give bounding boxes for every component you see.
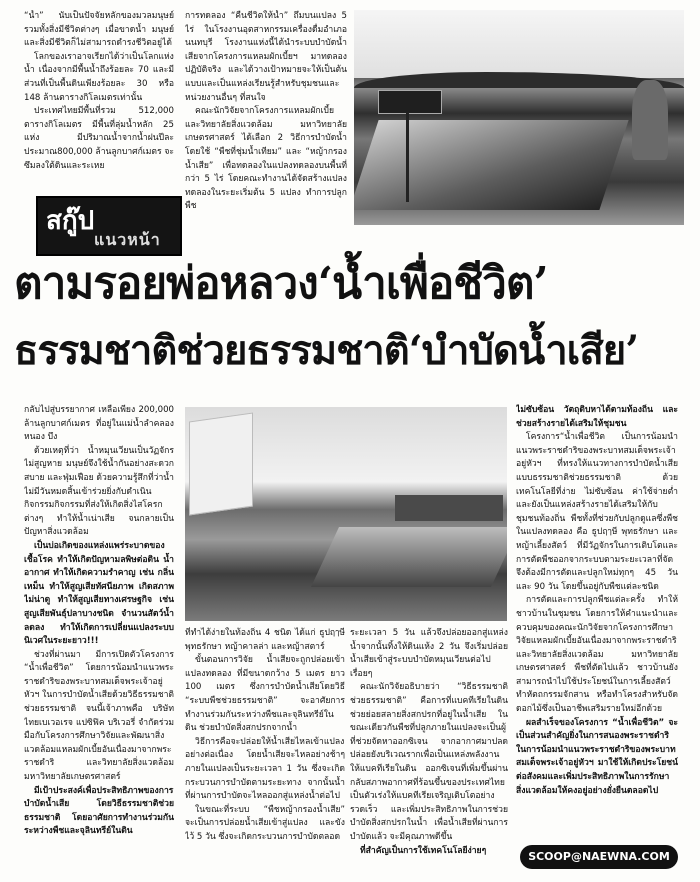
water-plot (311, 527, 507, 587)
bottom-column-1 (24, 404, 174, 874)
paragraph: โครงการ“น้ำเพื่อชีวิต เป็นการน้อมนำแนวพระราชดำริของพระบาทสมเด็จพระเจ้าอยู่หัวฯ ที่ทรงให้แนวทางการบำบัดน้ำเสียแบบธรรมชาติช่วยธรรมชาติ ด้วยเทคโนโลยีที่ง่าย ไม่ซับซ้อน ค่าใช้จ่ายต่ำ และยังเป็นแหล่งสร้างรายได้เสริมให้กับชุมชนท้องถิ่น พืชทั้งที่ช่วยกับปลูกดูแลซึ่งพืชในแปลงทดลอง คือ ธูปฤๅษี พุทธรักษา และหญ้าเลี้ยงสัตว์ ที่มีวัฏจักรในการเติบโตและการตัดพืชออกจากระบบตามระยะเวลาที่จัดจึงต้องมีการตัดและปลูกใหม่ทุกๆ 45 วัน และ 90 วัน โดยขึ้นอยู่กับพืชแต่ละชนิด (516, 432, 678, 592)
top-column-1 (24, 10, 174, 192)
paragraph: “น้ำ” นับเป็นปัจจัยหลักของมวลมนุษย์ รวมทั้งสิ่งมีชีวิตต่างๆ เมื่อขาดน้ำ มนุษย์และสิ่งมีชีวิตก็ไม่สามารถดำรงชีวิตอยู่ได้ (24, 11, 174, 49)
paragraph: ในขณะที่ระบบ “พืชหญ้ากรองน้ำเสีย” จะเป็นการปล่อยน้ำเสียเข้าสู่แปลง และขังไว้ 5 วัน ซึ่งจะเกิดกระบวนการบำบัดตลอด (185, 804, 345, 842)
headline-line-1 (14, 248, 694, 318)
paragraph: ขั้นตอนการวิจัย น้ำเสียจะถูกปล่อยเข้าแปลงทดลอง ที่มีขนาดกว้าง 5 เมตร ยาว 100 เมตร ซึ่งการบำบัดน้ำเสียโดยวิธี “ระบบพืชช่วยธรรมชาติ” จะอาศัยการทำงานร่วมกันระหว่างพืชและจุลินทรีย์ในดิน ช่วยบำบัดสิ่งสกปรกจากน้ำ (185, 655, 345, 734)
paragraph: ที่ทำได้ง่ายในท้องถิ่น 4 ชนิด ได้แก่ ธูปฤๅษี พุทธรักษา หญ้าคาลล่า และหญ้าสตาร์ (185, 628, 345, 652)
photo-pond-worker (354, 10, 684, 225)
worker-figure (632, 80, 668, 160)
top-column-2 (185, 10, 347, 242)
paragraph: กลับไปสู่บรรยากาศ เหลือเพียง 200,000 ล้านลูกบาศก์เมตร ที่อยู่ในแม่น้ำลำคลอง หนอง บึง (24, 405, 174, 443)
paragraph: การทดลอง “คืนชีวิตให้น้ำ” ถึ่มบนแปลง 5 ไร่ ในโรงงานอุตสาหกรรมเครื่องดื่มอำเภอนนทบุรี โรงงานแห่งนี้ได้นำระบบบำบัดน้ำเสียจากโครงการแหลมผักเบี้ยฯ มาทดลองปฏิบัติจริง และได้วางเป้าหมายจะให้เป็นต้นแบบและเป็นแหล่งเรียนรู้สำหรับชุมชนและหน่วยงานอื่นๆ ที่สนใจ (185, 11, 347, 103)
paragraph-bold: ไม่ซับซ้อน วัตถุดิบหาได้ตามท้องถิ่น และช่วยสร้างรายได้เสริมให้ชุมชน (516, 405, 678, 429)
paragraph: โลกของเราอาจเรียกได้ว่าเป็นโลกแห่งน้ำ เนื่องจากมีพื้นน้ำถึงร้อยละ 70 และมีส่วนที่เป็นพื้นดินเพียงร้อยละ 30 หรือ 148 ล้านตารางกิโลเมตรเท่านั้น (24, 51, 174, 103)
headline-2-plain: ธรรมชาติช่วยธรรมชาติ (14, 328, 409, 374)
bottom-column-4 (516, 404, 678, 840)
headline-2-quoted: ‘บำบัดน้ำเสีย’ (408, 327, 639, 374)
paragraph: ช่วงที่ผ่านมา มีการเปิดตัวโครงการ “น้ำเพื่อชีวิต” โดยการน้อมนำแนวพระราชดำริของพระบาทสมเด็จพระเจ้าอยู่หัวฯ ในการบำบัดน้ำเสียด้วยวิธีธรรมชาติช่วยธรรมชาติ จนนี้เจ้าภาพคือ บริษัท ไทยเบเวอเรจ แปซิฟิค บริเวอรี่ จำกัดร่วมมือกับโครงการศึกษาวิจัยและพัฒนาสิ่งแวดล้อมแหลมผักเบี้ยอันเนื่องมาจากพระราชดำริ และวิทยาลัยสิ่งแวดล้อม มหาวิทยาลัยเกษตรศาสตร์ (24, 649, 174, 783)
paragraph: ประเทศไทยมีพื้นที่รวม 512,000 ตารางกิโลเมตร มีพื้นที่ลุ่มน้ำหลัก 25 แห่ง มีปริมาณน้ำจากน้ำฝนปีละประมาณ800,000 ล้านลูกบาศก์เมตร จะซึมลงใต้ดินและระเหย (24, 106, 174, 171)
paragraph-bold: มีเป้าประสงค์เพื่อประสิทธิภาพของการบำบัดน้ำเสีย โดยวิธีธรรมชาติช่วยธรรมชาติ โดยอาศัยการทำงานร่วมกันระหว่างพืชและจุลินทรีย์ในดิน (24, 785, 174, 837)
paragraph-bold: ผลสำเร็จของโครงการ “น้ำเพื่อชีวิต” จะเป็นส่วนสำคัญยิ่งในการสนองพระราชดำริในการน้อมนำแนวพระราชดำริของพระบาทสมเด็จพระเจ้าอยู่หัวฯ มาใช้ให้เกิดประโยชน์ต่อสังคมและเพิ่มประสิทธิภาพในการรักษาสิ่งแวดล้อมให้คงอยู่อย่างยั่งยืนตลอดไป (516, 717, 678, 796)
paragraph: คณะนักวิจัยจากโครงการแหลมผักเบี้ยและวิทยาลัยสิ่งแวดล้อม มหาวิทยาลัยเกษตรศาสตร์ ได้เลือก 2 วิธีการบำบัดน้ำ โดยใช้ “พืชที่ชุ่มน้ำเทียม” และ “หญ้ากรองน้ำเสีย” เพื่อทดลองในแปลงทดลองบนพื้นที่กว่า 5 ไร่ โดยคณะทำงานได้จัดสร้างแปลงทดลองในระยะเริ่มต้น 5 แปลง ทำการปลูกพืช (185, 106, 347, 212)
bottom-column-3 (350, 627, 508, 873)
paragraph-bold: เป็นบ่อเกิดของแหล่งแพร่ระบาดของเชื้อโรค ทำให้เกิดปัญหามลพิษต่อดิน น้ำ อากาศ ทำให้เกิดความรำคาญ เช่น กลิ่นเหม็น ทำให้สูญเสียทัศนียภาพ เกิดสภาพไม่น่าดู ทำให้สูญเสียทางเศรษฐกิจ เช่น สูญเสียพันธุ์ปลาบางชนิด จำนวนสัตว์น้ำลดลง ทำให้เกิดการเปลี่ยนแปลงระบบนิเวศในระยะยาว!!! (24, 540, 174, 647)
paragraph: คณะนักวิจัยอธิบายว่า “วิธีธรรมชาติช่วยธรรมชาติ” คือการที่แบคทีเรียในดินช่วยย่อยสลายสิ่งสกปรกที่อยู่ในน้ำเสีย ในขณะเดียวกันพืชที่ปลูกภายในแปลงจะเป็นผู้ที่ช่วยจัดหาออกซิเจน จากอากาศมาปลดปล่อยยังบริเวณรากเพื่อเป็นแหล่งพลังงานให้แบคทีเรียในดิน ออกซิเจนที่เพิ่มขึ้นผ่านกลับสภาพอากาศที่ร้อนขึ้นของประเทศไทยเป็นตัวเร่งให้แบคทีเรียเจริญเติบโตอย่างรวดเร็ว และเพิ่มประสิทธิภาพในการช่วยบำบัดสิ่งสกปรกในน้ำ เพื่อน้ำเสียที่ผ่านการบำบัดแล้ว จะมีคุณภาพดีขึ้น (350, 682, 508, 842)
bottom-column-2 (185, 627, 345, 873)
headline-1-plain: ตามรอยพ่อหลวง (14, 258, 318, 309)
paragraph: การตัดและการปลูกพืชแต่ละครั้ง ทำให้ชาวบ้านในชุมชน โดยการให้คำแนะนำและควบคุมของคณะนักวิจัยจากโครงการศึกษาวิจัยแหลมผักเบี้ยอันเนื่องมาจากพระราชดำริ และวิทยาลัยสิ่งแวดล้อม มหาวิทยาลัยเกษตรศาสตร์ พืชที่ตัดไปแล้ว ชาวบ้านยังสามารถนำไปใช้ประโยชน์ในการเลี้ยงสัตว์ทำหัตถกรรมจักสาน หรือทำโครงสำหรับจัดดอกไม้ซึ่งเป็นอาชีพเสริมรายใหม่อีกด้วย (516, 595, 678, 715)
banner-flag (189, 413, 253, 516)
scoop-logo (36, 196, 182, 256)
paragraph: ระยะเวลา 5 วัน แล้วจึงปล่อยออกสู่แหล่งน้ำจากนั้นทิ้งให้ดินแห้ง 2 วัน จึงเริ่มปล่อยน้ำเสียเข้าสู่ระบบบำบัดหมุนเวียนต่อไปเรื่อยๆ (350, 628, 508, 679)
paragraph: วิธีการคือจะปล่อยให้น้ำเสียไหลเข้าแปลงอย่างต่อเนื่อง โดยน้ำเสียจะไหลอย่างช้าๆ ภายในแปลงเป็นระยะเวลา 1 วัน ซึ่งจะเกิดกระบวนการบำบัดตามระยะทาง จากนั้นน้ำที่ผ่านการบำบัดจะไหลออกสู่แหล่งน้ำต่อไป (185, 736, 345, 802)
photo-treatment-plots (185, 407, 507, 621)
signboard (378, 90, 442, 114)
logo-line-2: แนวหน้า (94, 230, 161, 249)
email-badge: SCOOP@NAEWNA.COM (520, 845, 678, 869)
paragraph-bold: ที่สำคัญเป็นการใช้เทคโนโลยีง่ายๆ (360, 845, 487, 856)
factory-building (395, 495, 503, 521)
headline-1-quoted: ‘น้ำเพื่อชีวิต’ (317, 258, 548, 309)
headline-line-2 (14, 318, 694, 382)
paragraph: ด้วยเหตุที่ว่า น้ำหมุนเวียนเป็นวัฏจักร ไม่สูญหาย มนุษย์จึงใช้น้ำกันอย่างสะดวกสบาย และฟุ่มเฟือย ด้วยความรู้สึกที่ว่าน้ำไม่มีวันหมดสิ้นเข้าร่วยยิ่งกับดำเนินกิจกรรมกิจกรรมที่ส่งให้เกิดสิ่งไสโครกต่างๆ ทำให้น้ำเน่าเสีย จนกลายเป็นปัญหาสิ่งแวดล้อม (24, 445, 174, 538)
logo-line-1: สกู๊ป (46, 206, 95, 236)
